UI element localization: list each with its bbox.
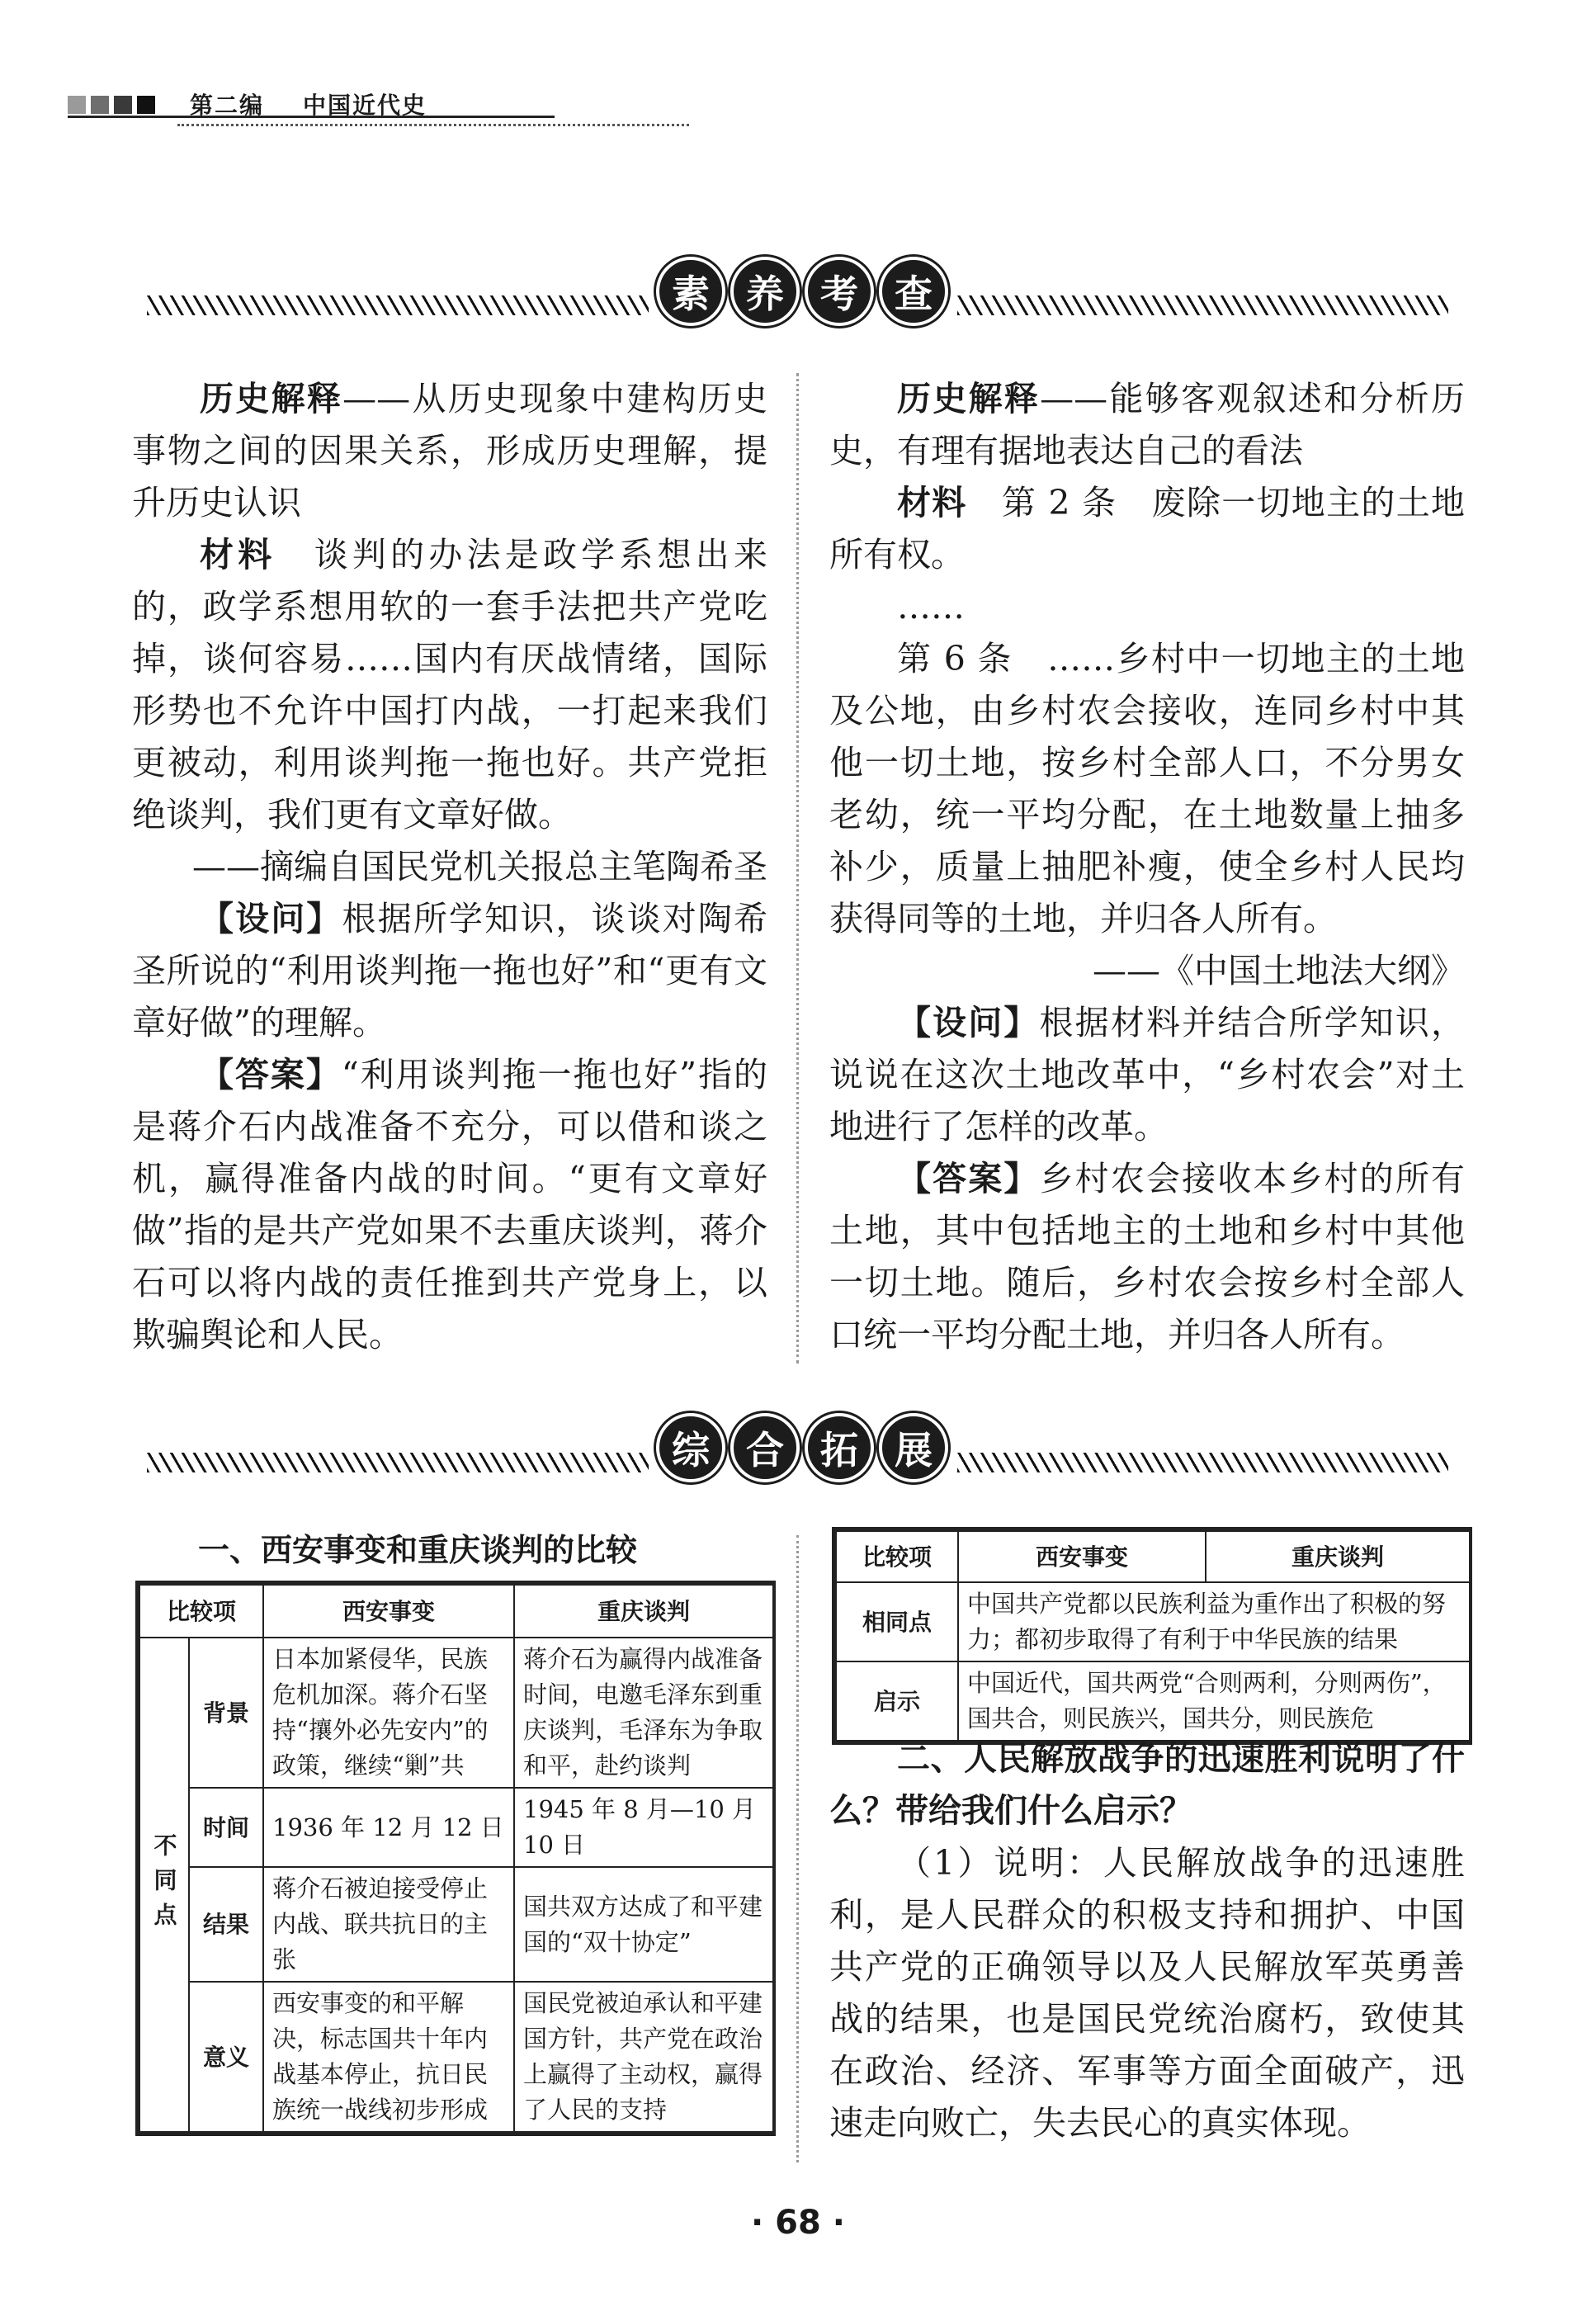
cell-xian: 蒋介石被迫接受停止内战、联共抗日的主张 [263,1867,514,1982]
left-material-label: 材料 [200,535,276,574]
right-material-text: 第 2 条 废除一切地主的土地所有权。 [829,483,1466,574]
right-column-suyang [829,373,1465,1361]
section-banner-zonghe [656,1413,948,1482]
cell-chongqing: 1945 年 8 月—10 月 10 日 [514,1788,773,1867]
cell-insight: 中国近代，国共两党“合则两利，分则两伤”，国共合，则民族兴，国共分，则民族危 [958,1661,1470,1741]
banner-char: 展 [879,1413,948,1482]
right-intro-text: ——能够客观叙述和分析历史，有理有据地表达自己的看法 [829,379,1466,470]
left-question-text: 根据所学知识，谈谈对陶希圣所说的“利用谈判拖一拖也好”和“更有文章好做”的理解。 [132,899,768,1042]
row-label: 结果 [189,1867,263,1982]
table-row [836,1661,1470,1741]
banner-char: 考 [805,257,874,326]
compare-table-2 [835,1530,1471,1742]
table-header-row [139,1585,773,1638]
right-intro [829,373,1465,477]
question-label: 【设问】 [200,899,342,938]
header-square [68,96,86,114]
right-article6: 第 6 条 ……乡村中一切地主的土地及公地，由乡村农会接收，连同乡村中其他一切土地，按乡村全部人口，不分男女老幼，统一平均分配，在土地数量上抽多补少，质量上抽肥补瘦，使全乡村人民均获得同等的土地，并归各人所有。 [829,639,1465,938]
header-square [114,96,132,114]
cell-xian: 1936 年 12 月 12 日 [263,1788,514,1867]
section-banner-suyang [656,257,948,326]
table-header-row [836,1531,1470,1582]
q2-heading: 二、人民解放战争的迅速胜利说明了什么？带给我们什么启示？ [829,1740,1465,1830]
left-intro-text: ——从历史现象中建构历史事物之间的因果关系，形成历史理解，提升历史认识 [132,379,768,522]
banner-hatch-right-2 [957,1453,1448,1472]
compare-table-left [135,1581,776,2136]
cell-chongqing: 蒋介石为赢得内战准备时间，电邀毛泽东到重庆谈判，毛泽东为争取和平，赴约谈判 [514,1638,773,1788]
table-row [139,1867,773,1982]
header-square [137,96,155,114]
question-label: 【设问】 [897,1003,1040,1042]
banner-char: 查 [879,257,948,326]
compare-table-right [832,1527,1472,1745]
banner-char: 拓 [805,1413,874,1482]
col-header-item: 比较项 [836,1531,958,1582]
left-material-text: 谈判的办法是政学系想出来的，政学系想用软的一套手法把共产党吃掉，谈何容易……国内有厌战情绪，国际形势也不允许中国打内战，一打起来我们更被动，利用谈判拖一拖也好。共产党拒绝谈判，我们更有文章好做。 [132,535,768,834]
row-label: 意义 [189,1982,263,2132]
row-label: 相同点 [836,1582,958,1661]
header-title: 中国近代史 [303,92,427,119]
right-answer-text: 乡村农会接收本乡村的所有土地，其中包括地主的土地和乡村中其他一切土地。随后，乡村农会按乡村全部人口统一平均分配土地，并归各人所有。 [829,1159,1466,1354]
compare-heading: 一、西安事变和重庆谈判的比较 [198,1532,638,1568]
left-answer-text: “利用谈判拖一拖也好”指的是蒋介石内战准备不充分，可以借和谈之机，赢得准备内战的时间。“更有文章好做”指的是共产党如果不去重庆谈判，蒋介石可以将内战的责任推到共产党身上，以欺骗舆论和人民。 [132,1055,768,1354]
banner-hatch-right [957,295,1448,315]
header-squares [68,96,155,114]
cell-chongqing: 国民党被迫承认和平建国方针，共产党在政治上赢得了主动权，赢得了人民的支持 [514,1982,773,2132]
banner-char: 养 [730,257,800,326]
header-square [91,96,109,114]
right-material [829,477,1465,581]
left-intro [132,373,767,529]
table-row [139,1638,773,1788]
header-dotted-rule [177,124,689,126]
right-question [829,997,1465,1153]
column-divider [796,373,799,1364]
left-answer [132,1049,767,1361]
right-material-label: 材料 [897,483,967,522]
right-ellipsis: …… [897,587,965,626]
header-rule [68,116,555,118]
page-number: · 68 · [751,2204,845,2242]
banner-char: 素 [656,257,725,326]
left-material [132,529,767,841]
right-answer [829,1153,1465,1361]
answer-label: 【答案】 [897,1159,1040,1198]
cell-xian: 日本加紧侵华，民族危机加深。蒋介石坚持“攘外必先安内”的政策，继续“剿”共 [263,1638,514,1788]
compare-table [139,1584,774,2133]
right-source: ——《中国土地法大纲》 [1093,951,1465,990]
row-label: 时间 [189,1788,263,1867]
banner-char: 综 [656,1413,725,1482]
answer-label: 【答案】 [200,1055,342,1094]
banner-hatch-left [147,295,649,315]
col-header-xian: 西安事变 [263,1585,514,1638]
col-header-chongqing: 重庆谈判 [1206,1531,1470,1582]
banner-char: 合 [730,1413,800,1482]
col-header-xian: 西安事变 [958,1531,1206,1582]
row-label: 背景 [189,1638,263,1788]
header-part: 第二编 [190,92,265,119]
right-intro-label: 历史解释 [897,379,1041,418]
col-header-item: 比较项 [139,1585,263,1638]
left-column-suyang [132,373,767,1361]
cell-same: 中国共产党都以民族利益为重作出了积极的努力；都初步取得了有利于中华民族的结果 [958,1582,1470,1661]
banner-hatch-left-2 [147,1453,649,1472]
col-header-chongqing: 重庆谈判 [514,1585,773,1638]
cell-xian: 西安事变的和平解决，标志国共十年内战基本停止，抗日民族统一战线初步形成 [263,1982,514,2132]
left-question [132,893,767,1049]
group-label: 不同点 [139,1638,189,2132]
table-row [139,1788,773,1867]
cell-chongqing: 国共双方达成了和平建国的“双十协定” [514,1867,773,1982]
table-row [836,1582,1470,1661]
left-source: ——摘编自国民党机关报总主笔陶希圣 [192,847,767,886]
q2-paragraph: （1）说明：人民解放战争的迅速胜利，是人民群众的积极支持和拥护、中国共产党的正确领导以及人民解放军英勇善战的结果，也是国民党统治腐朽，致使其在政治、经济、军事等方面全面破产，迅速走向败亡，失去民心的真实体现。 [829,1843,1465,2143]
column-divider-2 [796,1535,799,2162]
q2-block [829,1733,1465,2149]
row-label: 启示 [836,1661,958,1741]
right-question-text: 根据材料并结合所学知识，说说在这次土地改革中，“乡村农会”对土地进行了怎样的改革。 [829,1003,1466,1146]
table-row [139,1982,773,2132]
left-intro-label: 历史解释 [200,379,343,418]
